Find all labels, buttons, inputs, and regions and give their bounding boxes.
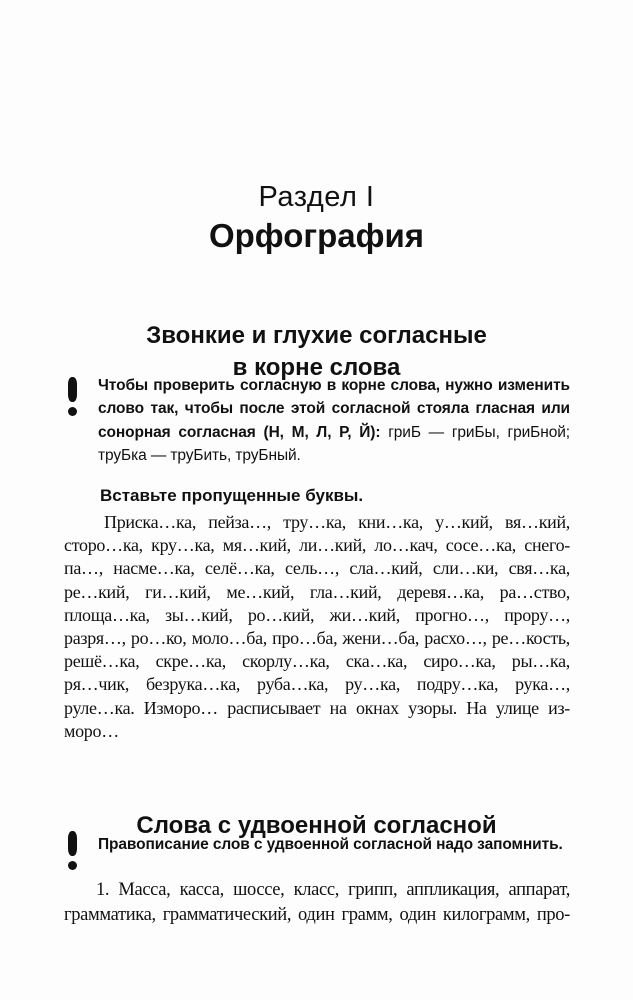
rule-note-regular-text: труБка — труБить, труБный. xyxy=(98,447,301,465)
exclamation-icon-bar xyxy=(68,831,77,856)
paragraph-line: грамматика, грамматический, один грамм, один килограмм, про- xyxy=(64,905,570,925)
paragraph-line: 1. Масса, касса, шоссе, класс, грипп, аппликация, аппарат, xyxy=(96,880,570,900)
rule-note-double-consonants: Правописание слов с удвоенной согласной надо запомнить. xyxy=(98,836,563,853)
exclamation-icon-dot xyxy=(68,861,77,870)
exercise-line: моро… xyxy=(64,720,119,741)
heading-line-1: Звонкие и глухие согласные xyxy=(146,321,487,349)
exclamation-icon xyxy=(67,377,77,416)
rule-note-bold-text: слово так, чтобы после этой согласной стояла гласная или xyxy=(98,400,570,418)
exercise-line: Приска…ка, пейза…, тру…ка, кни…ка, у…кий, вя…кий, xyxy=(104,512,570,532)
exercise-line: руле…ка. Изморо… расписывает на окнах узоры. На улице из- xyxy=(64,697,570,718)
exercise-text xyxy=(64,511,570,743)
exercise-line: разря…, ро…ко, моло…ба, про…ба, жени…ба, расхо…, ре…кость, xyxy=(64,628,570,649)
rule-note-line xyxy=(98,444,570,467)
rule-note-line xyxy=(98,397,570,420)
chapter-heading-double-consonants: Слова с удвоенной согласной xyxy=(136,811,497,839)
rule-note-line xyxy=(98,374,570,397)
exclamation-icon-bar xyxy=(68,377,77,402)
rule-note-consonant-check xyxy=(98,374,570,468)
exclamation-icon-dot xyxy=(68,407,77,416)
heading-line-2: в корне слова xyxy=(232,353,401,381)
exercise-line: площа…ка, зы…кий, ро…кий, жи…кий, прогно…, прору…, xyxy=(64,604,570,625)
rule-note-line xyxy=(98,421,570,444)
section-title: Орфография xyxy=(208,217,425,254)
task-instruction: Вставьте пропущенные буквы. xyxy=(100,486,364,505)
exercise-line: па…, насме…ка, селё…ка, сель…, сла…кий, сли…ки, свя…ка, xyxy=(64,558,570,579)
word-list-paragraph xyxy=(64,878,570,928)
rule-note-regular-text: гриБ — гриБы, гриБной; xyxy=(388,423,570,441)
exercise-line: ря…чик, безрука…ка, руба…ка, ру…ка, подру…ка, рука…, xyxy=(64,674,570,695)
exercise-line: решё…ка, скре…ка, скорлу…ка, ска…ка, сиро…ка, ры…ка, xyxy=(64,651,570,672)
exclamation-icon xyxy=(67,831,77,870)
section-label: Раздел I xyxy=(258,181,375,213)
exercise-line: ре…кий, ги…кий, ме…кий, гла…кий, деревя…ка, ра…ство, xyxy=(64,581,570,602)
rule-note-bold-text: сонорная согласная (Н, М, Л, Р, Й): xyxy=(98,423,389,441)
exercise-line: сторо…ка, кру…ка, мя…кий, ли…кий, ло…кач, сосе…ка, снего- xyxy=(64,535,570,556)
section-header xyxy=(0,181,633,255)
rule-note-bold-text: Чтобы проверить согласную в корне слова, нужно изменить xyxy=(98,377,570,394)
